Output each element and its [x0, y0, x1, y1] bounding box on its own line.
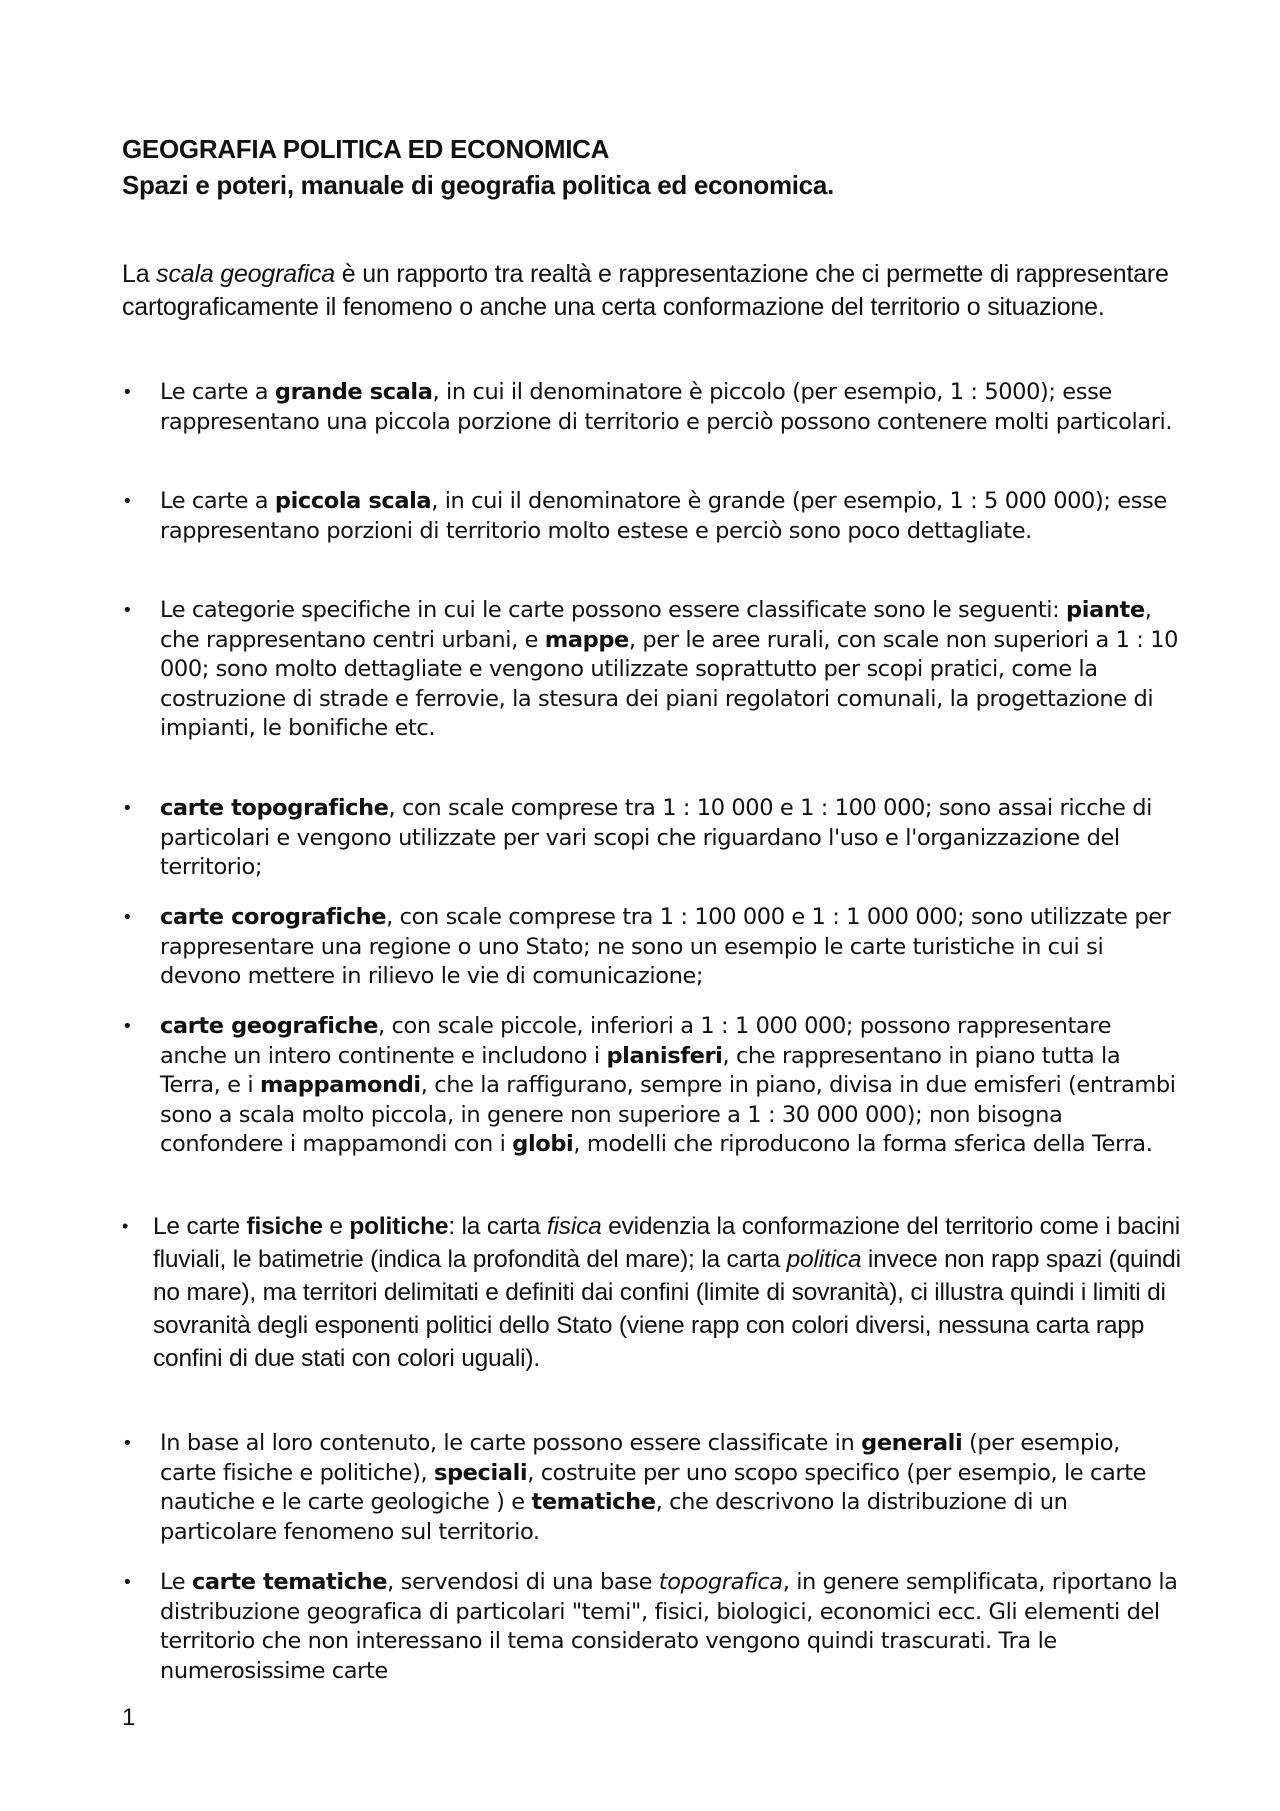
bullet-icon: •: [122, 798, 133, 819]
list-item-piccola-scala: • Le carte a piccola scala, in cui il denominatore è grande (per esempio, 1 : 5 000 000); esse rappresentano porzioni di territorio molto estese e perciò sono poco dettagliate.: [122, 488, 1167, 544]
intro-paragraph: La scala geografica è un rapporto tra realtà e rappresentazione che ci permette di rappresentare cartograficamente il fenomeno o anche una certa conformazione del territorio o situazione.: [122, 260, 1169, 321]
bullet-list: [122, 378, 1182, 1707]
bullet-icon: •: [122, 1433, 133, 1454]
list-item-carte-geografiche: • carte geografiche, con scale piccole, inferiori a 1 : 1 000 000; possono rappresentare anche un intero continente e includono i planisferi, che rappresentano in piano tutta la Terra, e i mappamondi, che la raffigurano, sempre in piano, divisa in due emisferi (entrambi sono a scala molto piccola, in genere non superiore a 1 : 30 000 000); non bisogna confondere i mappamondi con i globi, modelli che riproducono la forma sferica della Terra.: [122, 1013, 1176, 1157]
bullet-icon: •: [122, 1572, 133, 1593]
list-item-carte-topografiche: • carte topografiche, con scale comprese tra 1 : 10 000 e 1 : 100 000; sono assai ricche di particolari e vengono utilizzate per vari scopi che riguardano l'uso e l'organizzazione del territorio;: [122, 795, 1152, 880]
list-item-categorie: • Le categorie specifiche in cui le carte possono essere classificate sono le seguenti: piante, che rappresentano centri urbani, e mappe, per le aree rurali, con scale non superiori a 1 : 10 000; sono molto dettagliate e vengono utilizzate soprattutto per scopi pratici, come la costruzione di strade e ferrovie, la stesura dei piani regolatori comunali, la progettazione di impianti, le bonifiche etc.: [122, 597, 1179, 741]
bullet-icon: •: [122, 1216, 129, 1236]
list-item-fisiche-politiche: • Le carte fisiche e politiche: la carta fisica evidenzia la conformazione del territorio come i bacini fluviali, le batimetrie (indica la profondità del mare); la carta politica invece non rapp spazi (quindi no mare), ma territori delimitati e definiti dai confini (limite di sovranità), ci illustra quindi i limiti di sovranità degli esponenti politici dello Stato (viene rapp con colori diversi, nessuna carta rapp confini di due stati con colori uguali).: [122, 1210, 1182, 1408]
document-title: GEOGRAFIA POLITICA ED ECONOMICA: [122, 134, 610, 164]
page-number: 1: [122, 1704, 136, 1731]
list-item-carte-tematiche: • Le carte tematiche, servendosi di una base topografica, in genere semplificata, riportano la distribuzione geografica di particolari "temi", fisici, biologici, economici ecc. Gli elementi del territorio che non interessano il tema considerato vengono quindi trascurati. Tra le numerosissime carte: [122, 1569, 1178, 1684]
document-subtitle: Spazi e poteri, manuale di geografia politica ed economica.: [122, 170, 834, 200]
bullet-icon: •: [122, 907, 133, 928]
list-item-grande-scala: • Le carte a grande scala, in cui il denominatore è piccolo (per esempio, 1 : 5000); esse rappresentano una piccola porzione di territorio e perciò possono contenere molti particolari.: [122, 379, 1173, 435]
list-item-carte-corografiche: • carte corografiche, con scale comprese tra 1 : 100 000 e 1 : 1 000 000; sono utilizzate per rappresentare una regione o uno Stato; ne sono un esempio le carte turistiche in cui si devono mettere in rilievo le vie di comunicazione;: [122, 904, 1171, 989]
bullet-icon: •: [122, 600, 133, 621]
bullet-icon: •: [122, 491, 133, 512]
list-item-contenuto: • In base al loro contenuto, le carte possono essere classificate in generali (per esempio, carte fisiche e politiche), speciali, costruite per uno scopo specifico (per esempio, le carte nautiche e le carte geologiche ) e tematiche, che descrivono la distribuzione di un particolare fenomeno sul territorio.: [122, 1430, 1147, 1545]
bullet-icon: •: [122, 382, 133, 403]
bullet-icon: •: [122, 1016, 133, 1037]
